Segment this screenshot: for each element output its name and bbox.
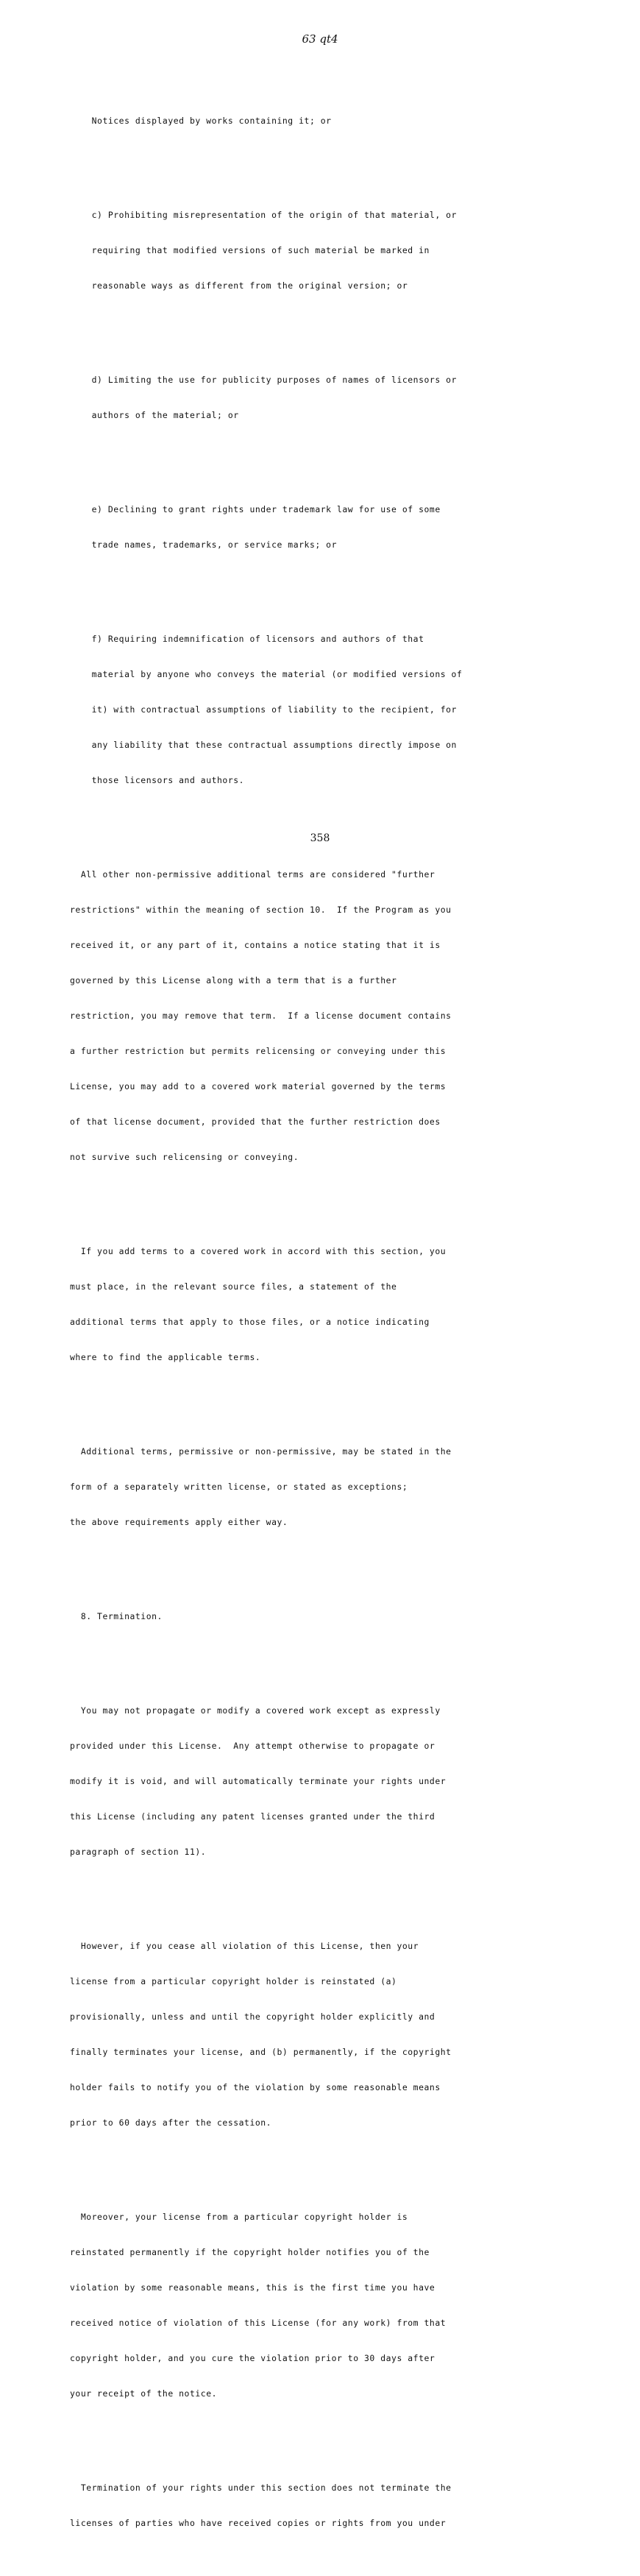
paragraph-reinstated-permanently [70, 2187, 585, 2423]
text-line: restriction, you may remove that term. If a license document contains [70, 1011, 452, 1021]
text-line: provisionally, unless and until the copyright holder explicitly and [70, 2011, 435, 2022]
page-number: 358 [310, 832, 330, 844]
text-line: licenses of parties who have received copies or rights from you under [70, 2518, 447, 2528]
text-line: You may not propagate or modify a covered work except as expressly [70, 1705, 441, 1716]
text-line: reasonable ways as different from the original version; or [70, 280, 408, 291]
paragraph-additional-terms [70, 1422, 585, 1551]
text-line: violation by some reasonable means, this is the first time you have [70, 2282, 435, 2293]
text-line: copyright holder, and you cure the violation prior to 30 days after [70, 2353, 435, 2363]
paragraph-further-restrictions [70, 845, 585, 1186]
text-line: However, if you cease all violation of this License, then your [70, 1941, 419, 1951]
paragraph-termination-rights [70, 2458, 585, 2552]
text-line: governed by this License along with a term that is a further [70, 975, 397, 986]
text-line: those licensors and authors. [70, 775, 245, 785]
paragraph-item-d [70, 350, 585, 445]
text-line: paragraph of section 11). [70, 1847, 207, 1857]
text-line: material by anyone who conveys the material (or modified versions of [70, 669, 463, 679]
text-line: 8. Termination. [70, 1611, 163, 1621]
text-line: this License (including any patent licenses granted under the third [70, 1811, 435, 1822]
license-text-body [70, 68, 585, 2576]
text-line: e) Declining to grant rights under trademark law for use of some [70, 504, 441, 514]
text-line: requiring that modified versions of such material be marked in [70, 245, 430, 255]
text-line: license from a particular copyright holder is reinstated (a) [70, 1976, 397, 1986]
paragraph-notices-continued [70, 91, 585, 150]
paragraph-item-e [70, 480, 585, 574]
paragraph-reinstated-provisionally [70, 1917, 585, 2152]
text-line: restrictions" within the meaning of section 10. If the Program as you [70, 905, 452, 915]
text-line: provided under this License. Any attempt otherwise to propagate or [70, 1741, 435, 1751]
paragraph-termination-propagate [70, 1681, 585, 1881]
text-line: reinstated permanently if the copyright holder notifies you of the [70, 2247, 430, 2257]
text-line: Additional terms, permissive or non-permissive, may be stated in the [70, 1446, 452, 1457]
text-line: holder fails to notify you of the violation by some reasonable means [70, 2082, 441, 2092]
text-line: received notice of violation of this License (for any work) from that [70, 2318, 447, 2328]
paragraph-add-terms [70, 1222, 585, 1387]
section-heading-termination [70, 1587, 585, 1646]
text-line: additional terms that apply to those files, or a notice indicating [70, 1317, 430, 1327]
text-line: License, you may add to a covered work material governed by the terms [70, 1081, 447, 1091]
text-line: it) with contractual assumptions of liability to the recipient, for [70, 704, 457, 715]
text-line: where to find the applicable terms. [70, 1352, 261, 1362]
text-line: received it, or any part of it, contains a notice stating that it is [70, 940, 441, 950]
text-line: not survive such relicensing or conveying. [70, 1152, 299, 1162]
text-line: of that license document, provided that the further restriction does [70, 1117, 441, 1127]
text-line: d) Limiting the use for publicity purposes of names of licensors or [70, 375, 457, 385]
text-line: trade names, trademarks, or service marks; or [70, 539, 337, 550]
text-line: If you add terms to a covered work in accord with this section, you [70, 1246, 447, 1256]
text-line: Moreover, your license from a particular copyright holder is [70, 2212, 408, 2222]
text-line: a further restriction but permits relicensing or conveying under this [70, 1046, 447, 1056]
text-line: any liability that these contractual assumptions directly impose on [70, 740, 457, 750]
text-line: Termination of your rights under this section does not terminate the [70, 2483, 452, 2493]
text-line: modify it is void, and will automatically terminate your rights under [70, 1776, 447, 1786]
text-line: your receipt of the notice. [70, 2388, 218, 2399]
text-line: form of a separately written license, or stated as exceptions; [70, 1482, 408, 1492]
text-line: Notices displayed by works containing it; or [70, 116, 332, 126]
text-line: c) Prohibiting misrepresentation of the origin of that material, or [70, 210, 457, 220]
text-line: finally terminates your license, and (b) permanently, if the copyright [70, 2047, 452, 2057]
paragraph-item-c [70, 185, 585, 315]
paragraph-item-f [70, 609, 585, 810]
text-line: All other non-permissive additional terms are considered "further [70, 869, 435, 880]
text-line: prior to 60 days after the cessation. [70, 2117, 272, 2128]
text-line: the above requirements apply either way. [70, 1517, 288, 1527]
text-line: authors of the material; or [70, 410, 239, 420]
running-header: 63 qt4 [302, 32, 338, 46]
text-line: f) Requiring indemnification of licensors and authors of that [70, 634, 424, 644]
text-line: must place, in the relevant source files, a statement of the [70, 1281, 397, 1292]
